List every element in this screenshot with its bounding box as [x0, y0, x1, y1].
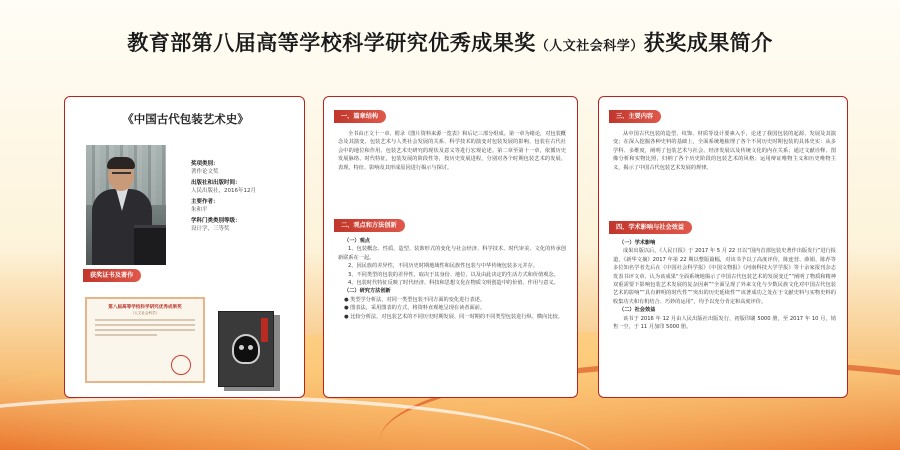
section-header-innovation: 二、观点和方法创新	[334, 219, 405, 232]
panel-structure-innovation	[323, 96, 578, 398]
meta-value: 著作论文奖	[191, 169, 219, 175]
method-item: ● 比较分析法，对包装艺术的不同历史时期发展、同一时期的不同类型包装进行纵、横向比较。	[344, 313, 563, 320]
meta-value: 朱和平	[191, 207, 208, 213]
certificate-subtitle: （人文社会科学）	[130, 311, 160, 315]
book-title: 《中国古代包装艺术史》	[122, 112, 249, 126]
subheading-academic-impact: （一）学术影响	[619, 240, 656, 246]
meta-value: 人民出版社，2016年12月	[191, 188, 256, 194]
subheading-methods: （二）研究方法创新	[344, 288, 391, 295]
award-meta	[191, 157, 299, 233]
social-paragraph: 该书于 2016 年 12 月由人民出版社出版发行，初版印刷 5000 册，至 2017 年 10 月，销售一空，于 11 月加印 5000 册。	[613, 315, 836, 331]
mask-icon	[232, 334, 260, 364]
page-title	[0, 27, 900, 57]
section-header-certificate: 获奖证书及著作	[83, 269, 141, 282]
panel-content-impact	[598, 96, 848, 398]
meta-key: 出版社和出版时间：	[191, 180, 241, 186]
certificate-title: 第八届高等学校科学研究优秀成果奖	[108, 305, 182, 310]
viewpoint-item: 1、包装概念、性质、造型、装饰形式的变化与社会经济、科学技术、时代审美、文化的传承创新联系在一起。	[338, 246, 566, 261]
structure-text	[338, 130, 566, 172]
viewpoint-item: 4、包装时代特征反映了时代经济、科技和思想文化在物质文明创造中的价值、作用与意义。	[348, 280, 559, 287]
panel-book-info	[64, 96, 305, 398]
seal-icon	[171, 355, 191, 375]
structure-paragraph: 全书由正文十一章、附录《图片资料来源一览表》和后记三部分组成。第一章为绪论，对包装概念及其演变、包装艺术与人类社会发展的关系、科学技术的演变对包装发展的影响、包装在古代社会中的地位和作用、包装艺术史研究的现状及意义等进行宏观论述。第二章至第十一章，依循历史发展脉络、时代特征，包装发展的阶段性等，按历史发展进程，分别对各个时期包装艺术的发展、表现、特征、影响及其形成原因进行揭示与探讨。	[338, 131, 566, 171]
award-certificate	[85, 297, 205, 383]
method-item: ● 图表法，采用图表的方式，将资料直观地呈现在读者面前。	[344, 305, 486, 312]
innovation-text	[338, 237, 566, 321]
title-paren: （人文社会科学）	[535, 39, 644, 54]
subheading-social-benefit: （二）社会效益	[619, 307, 656, 314]
viewpoint-item: 3、不同类型的包装的差异性，取决于其身份、地位，以及由此决定的生活方式和价值观念。	[348, 271, 559, 278]
meta-value: 设计学，三等奖	[191, 226, 230, 232]
content-text	[613, 130, 836, 172]
section-header-structure: 一、篇章结构	[334, 110, 386, 123]
content-paragraph: 从中国古代包装的造型、纹饰、材质等设计要素入手，论述了我国包装的起源、发展及其演变；在深入挖掘各种史料的基础上，全面系统地梳理了各个不同历史时期包装的具体史实：从多学科、多维度，阐明了包装艺术与社会、经济发展以及传统文化的内在关系；通过文献诠释、图像分析和实物比照，归纳了各个历史阶段的包装艺术的风格；运用辩证唯物主义和历史唯物主义，揭示了中国古代包装艺术发展的规律。	[613, 131, 836, 171]
method-item: ● 类型学分析法，对同一类型包装不同方面的变化进行表述。	[344, 296, 486, 303]
viewpoint-item: 2、因民族的差异性，不同历史时期地域性和民族性包装与中华传统包装多元并存。	[348, 263, 539, 270]
meta-key: 学科门类类别等级：	[191, 218, 241, 224]
title-main: 教育部第八届高等学校科学研究优秀成果奖	[127, 31, 536, 55]
title-tail: 获奖成果简介	[643, 31, 773, 55]
meta-key: 主要作者：	[191, 199, 219, 205]
impact-paragraph: 成果出版以后，《人民日报》于 2017 年 5 月 22 日以“国内首部包装史著作出版发行”进行报道，《新华文摘》2017 年第 22 期以整版篇幅，对该书予以了高度评价，陈连营、薛娟、陈荐等多位知名学者先后在《中国社会科学报》《中国文物报》《河南科技大学学报》等十余家报刊杂志发表书评文章。认为该成果“全面系统地揭示了中国古代包装艺术的发展变迁”“阐明了物质和精神双重需要下影响包装艺术发展的复杂因素”“全面呈现了外来文化与少数民族文化对中国古代包装艺术的影响”“具有鲜明的时代性”“突出的历史延续性”“该著成功之处在于文献史料与实物史料的收集功夫和有机结合、巧妙的运用”，均予以充分肯定和高度评价。	[613, 248, 836, 305]
author-photo	[86, 145, 166, 265]
impact-text	[613, 239, 836, 331]
book-cover-image	[218, 311, 274, 387]
meta-key: 奖项类别：	[191, 161, 219, 167]
section-header-content: 三、主要内容	[609, 110, 661, 123]
subheading-viewpoints: （一）观点	[344, 238, 370, 244]
section-header-impact: 四、学术影响与社会效益	[609, 221, 692, 234]
